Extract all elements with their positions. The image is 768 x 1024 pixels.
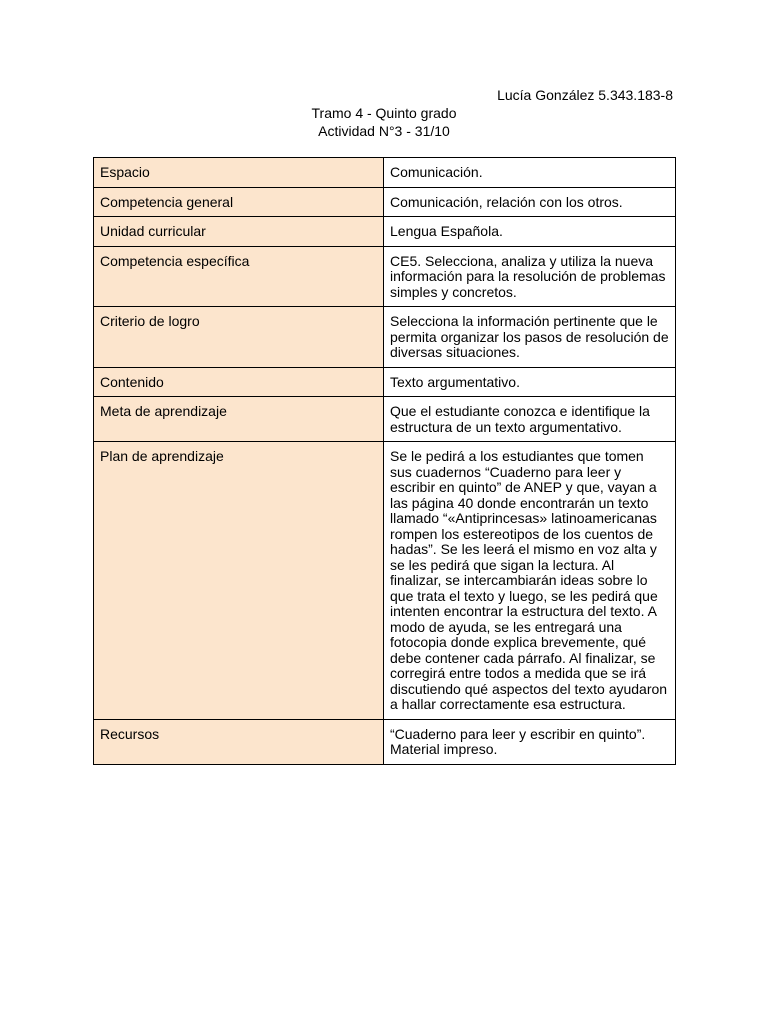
title-line-actividad: Actividad N°3 - 31/10 <box>318 123 450 139</box>
row-label: Criterio de logro <box>94 307 384 368</box>
row-label: Plan de aprendizaje <box>94 442 384 720</box>
table-row-unidad-curricular <box>94 217 676 247</box>
title-line-tramo: Tramo 4 - Quinto grado <box>311 105 457 121</box>
row-value: “Cuaderno para leer y escribir en quinto”. Material impreso. <box>384 719 676 764</box>
row-label: Competencia específica <box>94 246 384 307</box>
row-value: Lengua Española. <box>384 217 676 247</box>
table-row-plan-de-aprendizaje <box>94 442 676 720</box>
table-row-competencia-general <box>94 187 676 217</box>
row-value: Comunicación, relación con los otros. <box>384 187 676 217</box>
table-row-contenido <box>94 367 676 397</box>
document-title <box>0 104 768 140</box>
row-label: Contenido <box>94 367 384 397</box>
table-row-espacio <box>94 158 676 188</box>
row-value: Comunicación. <box>384 158 676 188</box>
row-value: CE5. Selecciona, analiza y utiliza la nueva información para la resolución de problemas simples y concretos. <box>384 246 676 307</box>
table-row-competencia-especifica <box>94 246 676 307</box>
table-row-recursos <box>94 719 676 764</box>
row-label: Unidad curricular <box>94 217 384 247</box>
row-value: Selecciona la información pertinente que le permita organizar los pasos de resolución de diversas situaciones. <box>384 307 676 368</box>
author-line: Lucía González 5.343.183-8 <box>497 87 673 103</box>
row-label: Meta de aprendizaje <box>94 397 384 442</box>
row-label: Competencia general <box>94 187 384 217</box>
lesson-plan-table <box>93 157 676 765</box>
row-value: Que el estudiante conozca e identifique la estructura de un texto argumentativo. <box>384 397 676 442</box>
row-value: Se le pedirá a los estudiantes que tomen sus cuadernos “Cuaderno para leer y escribir en quinto” de ANEP y que, vayan a las página 40 donde encontrarán un texto llamado “«Antiprincesas» latinoamericanas rompen los estereotipos de los cuentos de hadas”. Se les leerá el mismo en voz alta y se les pedirá que sigan la lectura. Al finalizar, se intercambiarán ideas sobre lo que trata el texto y luego, se les pedirá que intenten encontrar la estructura del texto. A modo de ayuda, se les entregará una fotocopia donde explica brevemente, qué debe contener cada párrafo. Al finalizar, se corregirá entre todos a medida que se irá discutiendo qué aspectos del texto ayudaron a hallar correctamente esa estructura. <box>384 442 676 720</box>
row-label: Recursos <box>94 719 384 764</box>
table-row-criterio-de-logro <box>94 307 676 368</box>
table-row-meta-de-aprendizaje <box>94 397 676 442</box>
row-label: Espacio <box>94 158 384 188</box>
row-value: Texto argumentativo. <box>384 367 676 397</box>
